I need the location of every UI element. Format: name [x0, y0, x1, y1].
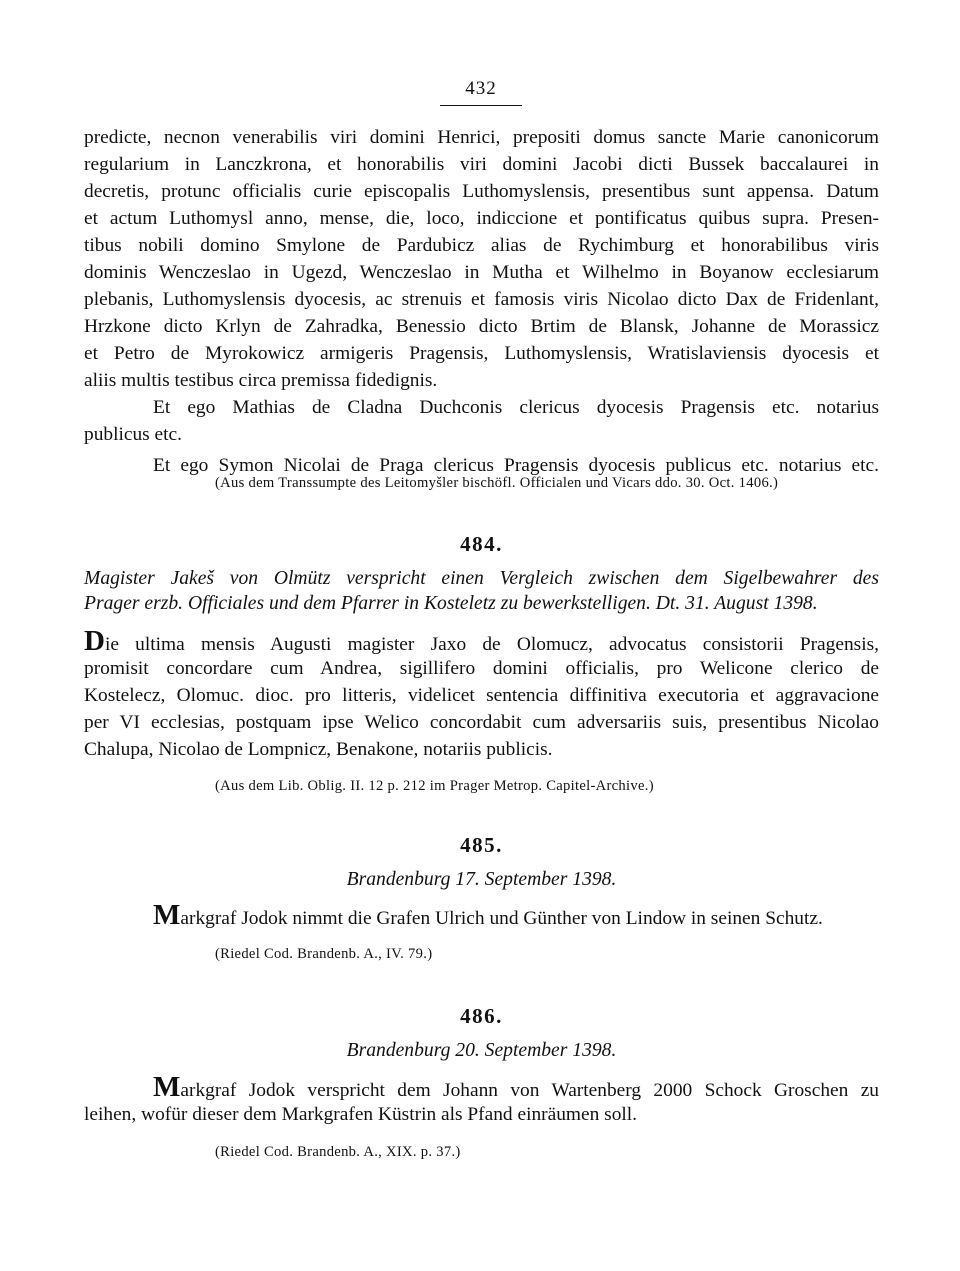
place-date: Brandenburg 20. September 1398. [346, 1040, 617, 1061]
text-line: Kostelecz, Olomuc. dioc. pro litteris, videlicet sentencia diffinitiva executoria et aggravacione [84, 685, 879, 706]
regest-line: Prager erzb. Officiales und dem Pfarrer in Kosteletz zu bewerkstelligen. Dt. 31. August 1398. [84, 593, 818, 614]
text-line: promisit concordare cum Andrea, sigillifero domini officialis, pro Welicone clerico de [84, 658, 879, 679]
text-line: leihen, wofür dieser dem Markgrafen Küstrin als Pfand einräumen soll. [84, 1104, 638, 1125]
source-citation: (Riedel Cod. Brandenb. A., XIX. p. 37.) [215, 1144, 461, 1160]
text-line: et Petro de Myrokowicz armigeris Pragensis, Luthomyslensis, Wratislaviensis dyocesis et [84, 343, 879, 364]
text-line: et actum Luthomysl anno, mense, die, loco, indiccione et pontificatus quibus supra. Presen- [84, 208, 879, 229]
text-span: arkgraf Jodok verspricht dem Johann von Wartenberg 2000 Schock Groschen zu [180, 1080, 879, 1101]
source-citation: (Aus dem Transsumpte des Leitomyšler bischöfl. Officialen und Vicars ddo. 30. Oct. 1406.) [215, 475, 779, 491]
text-line: dominis Wenczeslao in Ugezd, Wenczeslao in Mutha et Wilhelmo in Boyanow ecclesiarum [84, 262, 879, 283]
text-span: arkgraf Jodok nimmt die Grafen Ulrich und Günther von Lindow in seinen Schutz. [180, 908, 823, 929]
text-line: decretis, protunc officialis curie episcopalis Luthomyslensis, presentibus sunt appensa. Datum [84, 181, 879, 202]
initial-letter: M [153, 1071, 181, 1103]
text-line: per VI ecclesias, postquam ipse Welico concordabit cum adversariis suis, presentibus Nicolao [84, 712, 879, 733]
notary-subscription: publicus etc. [84, 424, 183, 445]
place-date: Brandenburg 17. September 1398. [346, 869, 617, 890]
notary-subscription: Et ego Mathias de Cladna Duchconis clericus dyocesis Pragensis etc. notarius [153, 397, 879, 418]
text-line: predicte, necnon venerabilis viri domini Henrici, prepositi domus sancte Marie canonicorum [84, 127, 879, 148]
page-number-rule [440, 105, 522, 106]
text-line: tibus nobili domino Smylone de Pardubicz alias de Rychimburg et honorabilibus viris [84, 235, 879, 256]
initial-letter: D [84, 625, 105, 657]
source-citation: (Aus dem Lib. Oblig. II. 12 p. 212 im Prager Metrop. Capitel-Archive.) [215, 778, 654, 794]
text-line [153, 899, 879, 931]
text-line: plebanis, Luthomyslensis dyocesis, ac strenuis et famosis viris Nicolao dicto Dax de Fridenlant, [84, 289, 879, 310]
text-line [153, 1071, 879, 1103]
document-number: 486. [460, 1004, 503, 1028]
notary-subscription: Et ego Symon Nicolai de Praga clericus Pragensis dyocesis publicus etc. notarius etc. [153, 455, 879, 476]
page-number: 432 [465, 78, 497, 99]
document-page [84, 0, 879, 1271]
text-line: regularium in Lanczkrona, et honorabilis viri domini Jacobi dicti Bussek baccalaurei in [84, 154, 879, 175]
source-citation: (Riedel Cod. Brandenb. A., IV. 79.) [215, 946, 433, 962]
regest-line: Magister Jakeš von Olmütz verspricht einen Vergleich zwischen dem Sigelbewahrer des [84, 568, 879, 589]
document-number: 485. [460, 833, 503, 857]
document-number: 484. [460, 532, 503, 556]
text-span: ie ultima mensis Augusti magister Jaxo de Olomucz, advocatus consistorii Pragensis, [104, 634, 879, 655]
initial-letter: M [153, 899, 181, 931]
text-line: Chalupa, Nicolao de Lompnicz, Benakone, notariis publicis. [84, 739, 553, 760]
text-line: aliis multis testibus circa premissa fidedignis. [84, 370, 438, 391]
text-line [84, 625, 879, 657]
text-line: Hrzkone dicto Krlyn de Zahradka, Benessio dicto Brtim de Blansk, Johanne de Morassicz [84, 316, 879, 337]
